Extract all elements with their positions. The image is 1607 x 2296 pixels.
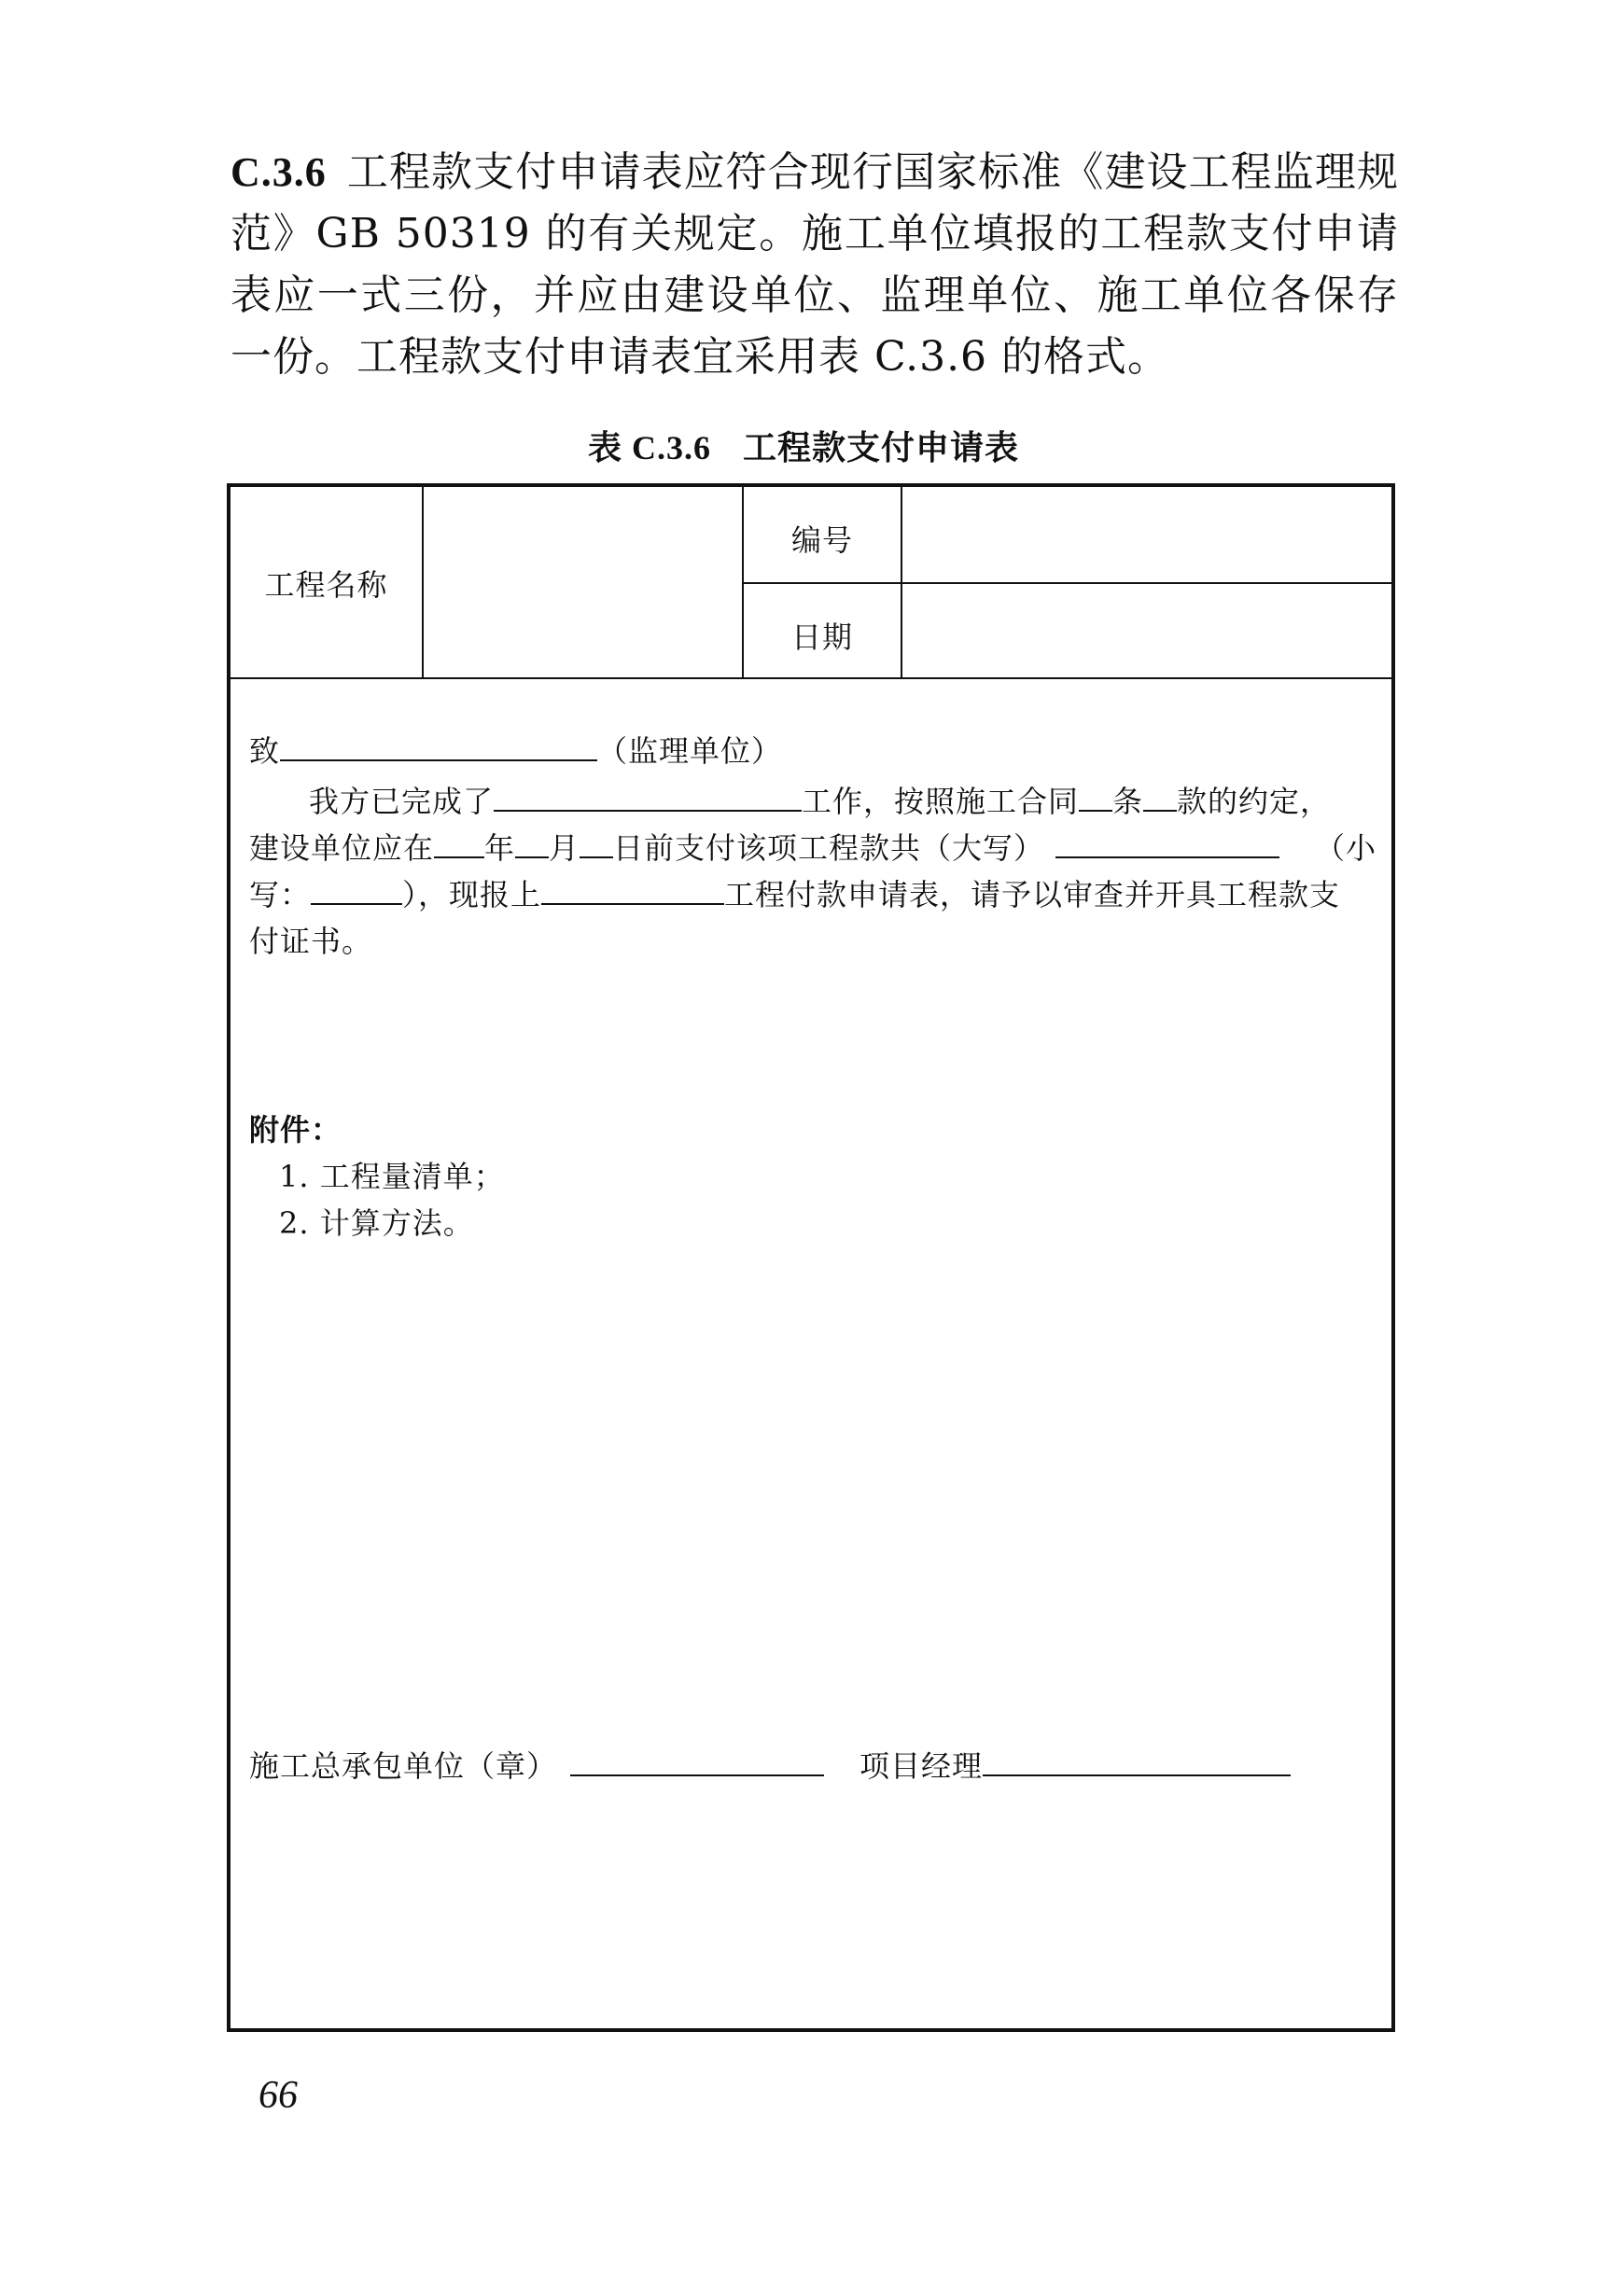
request-line-2 [249,825,1376,871]
request-body [249,778,1376,965]
body-text-fragment: 日前支付该项工程款共（大写） [613,830,1045,866]
period-blank[interactable] [541,871,724,905]
contract-clause-blank[interactable] [1143,778,1177,812]
to-suffix: （监理单位） [597,733,783,769]
section-paragraph [231,142,1399,388]
table-title [0,422,1607,469]
body-text-fragment: 我方已完成了 [309,784,495,819]
body-text-fragment: 月 [549,830,580,866]
attachments-block [249,1106,1376,1246]
table-number: 表 C.3.6 [587,429,711,466]
amount-uppercase-blank[interactable] [1055,825,1279,858]
body-text-fragment: 款的约定， [1177,784,1332,819]
serial-number-label: 编号 [790,522,853,558]
project-name-field[interactable] [424,487,742,677]
contractor-seal-blank[interactable] [570,1743,824,1776]
date-field[interactable] [902,584,1395,677]
body-text-fragment: 工程付款申请表，请予以审查并开具工程款支 [724,877,1341,912]
manager-signature-blank[interactable] [983,1743,1291,1776]
date-label: 日期 [790,619,853,655]
addressee-line [249,728,1376,774]
attachment-item: 1. 工程量清单； [279,1159,505,1194]
body-text-fragment: ），现报上 [402,877,542,912]
day-blank[interactable] [580,825,613,858]
attachments-label: 附件： [249,1112,342,1148]
work-description-blank[interactable] [494,778,802,812]
amount-lowercase-blank[interactable] [311,871,402,905]
table-name: 工程款支付申请表 [742,428,1019,467]
attachment-item: 2. 计算方法。 [279,1205,474,1241]
manager-label: 项目经理 [859,1748,984,1784]
contract-article-blank[interactable] [1079,778,1112,812]
request-line-4: 付证书。 [249,924,373,959]
header-bottom-line [231,677,1395,679]
body-text-fragment: 工作，按照施工合同 [802,784,1080,819]
project-name-label: 工程名称 [264,567,388,603]
month-blank[interactable] [515,825,549,858]
body-text-fragment: （小 [1314,830,1376,866]
clause-text: 工程款支付申请表应符合现行国家标准《建设工程监理规范》GB 50319 的有关规定。施工单位填报的工程款支付申请表应一式三份，并应由建设单位、监理单位、施工单位各保存一份。工程款支付申请表宜采用表 C.3.6 的格式。 [231,148,1399,381]
clause-number: C.3.6 [231,149,327,195]
payment-application-form [227,483,1395,2032]
body-text-fragment: 年 [484,830,516,866]
body-text-fragment: 条 [1112,784,1144,819]
signature-line [249,1743,1291,1786]
supervisor-unit-blank[interactable] [280,728,597,761]
body-text-fragment: 写： [249,877,312,912]
contractor-label: 施工总承包单位（章） [249,1748,558,1784]
page-number: 66 [259,2074,298,2117]
serial-number-field[interactable] [902,487,1395,582]
request-line-3 [249,871,1376,918]
year-blank[interactable] [434,825,484,858]
body-text-fragment: 建设单位应在 [249,830,435,866]
request-line-1 [249,778,1376,825]
to-prefix: 致 [249,733,281,769]
